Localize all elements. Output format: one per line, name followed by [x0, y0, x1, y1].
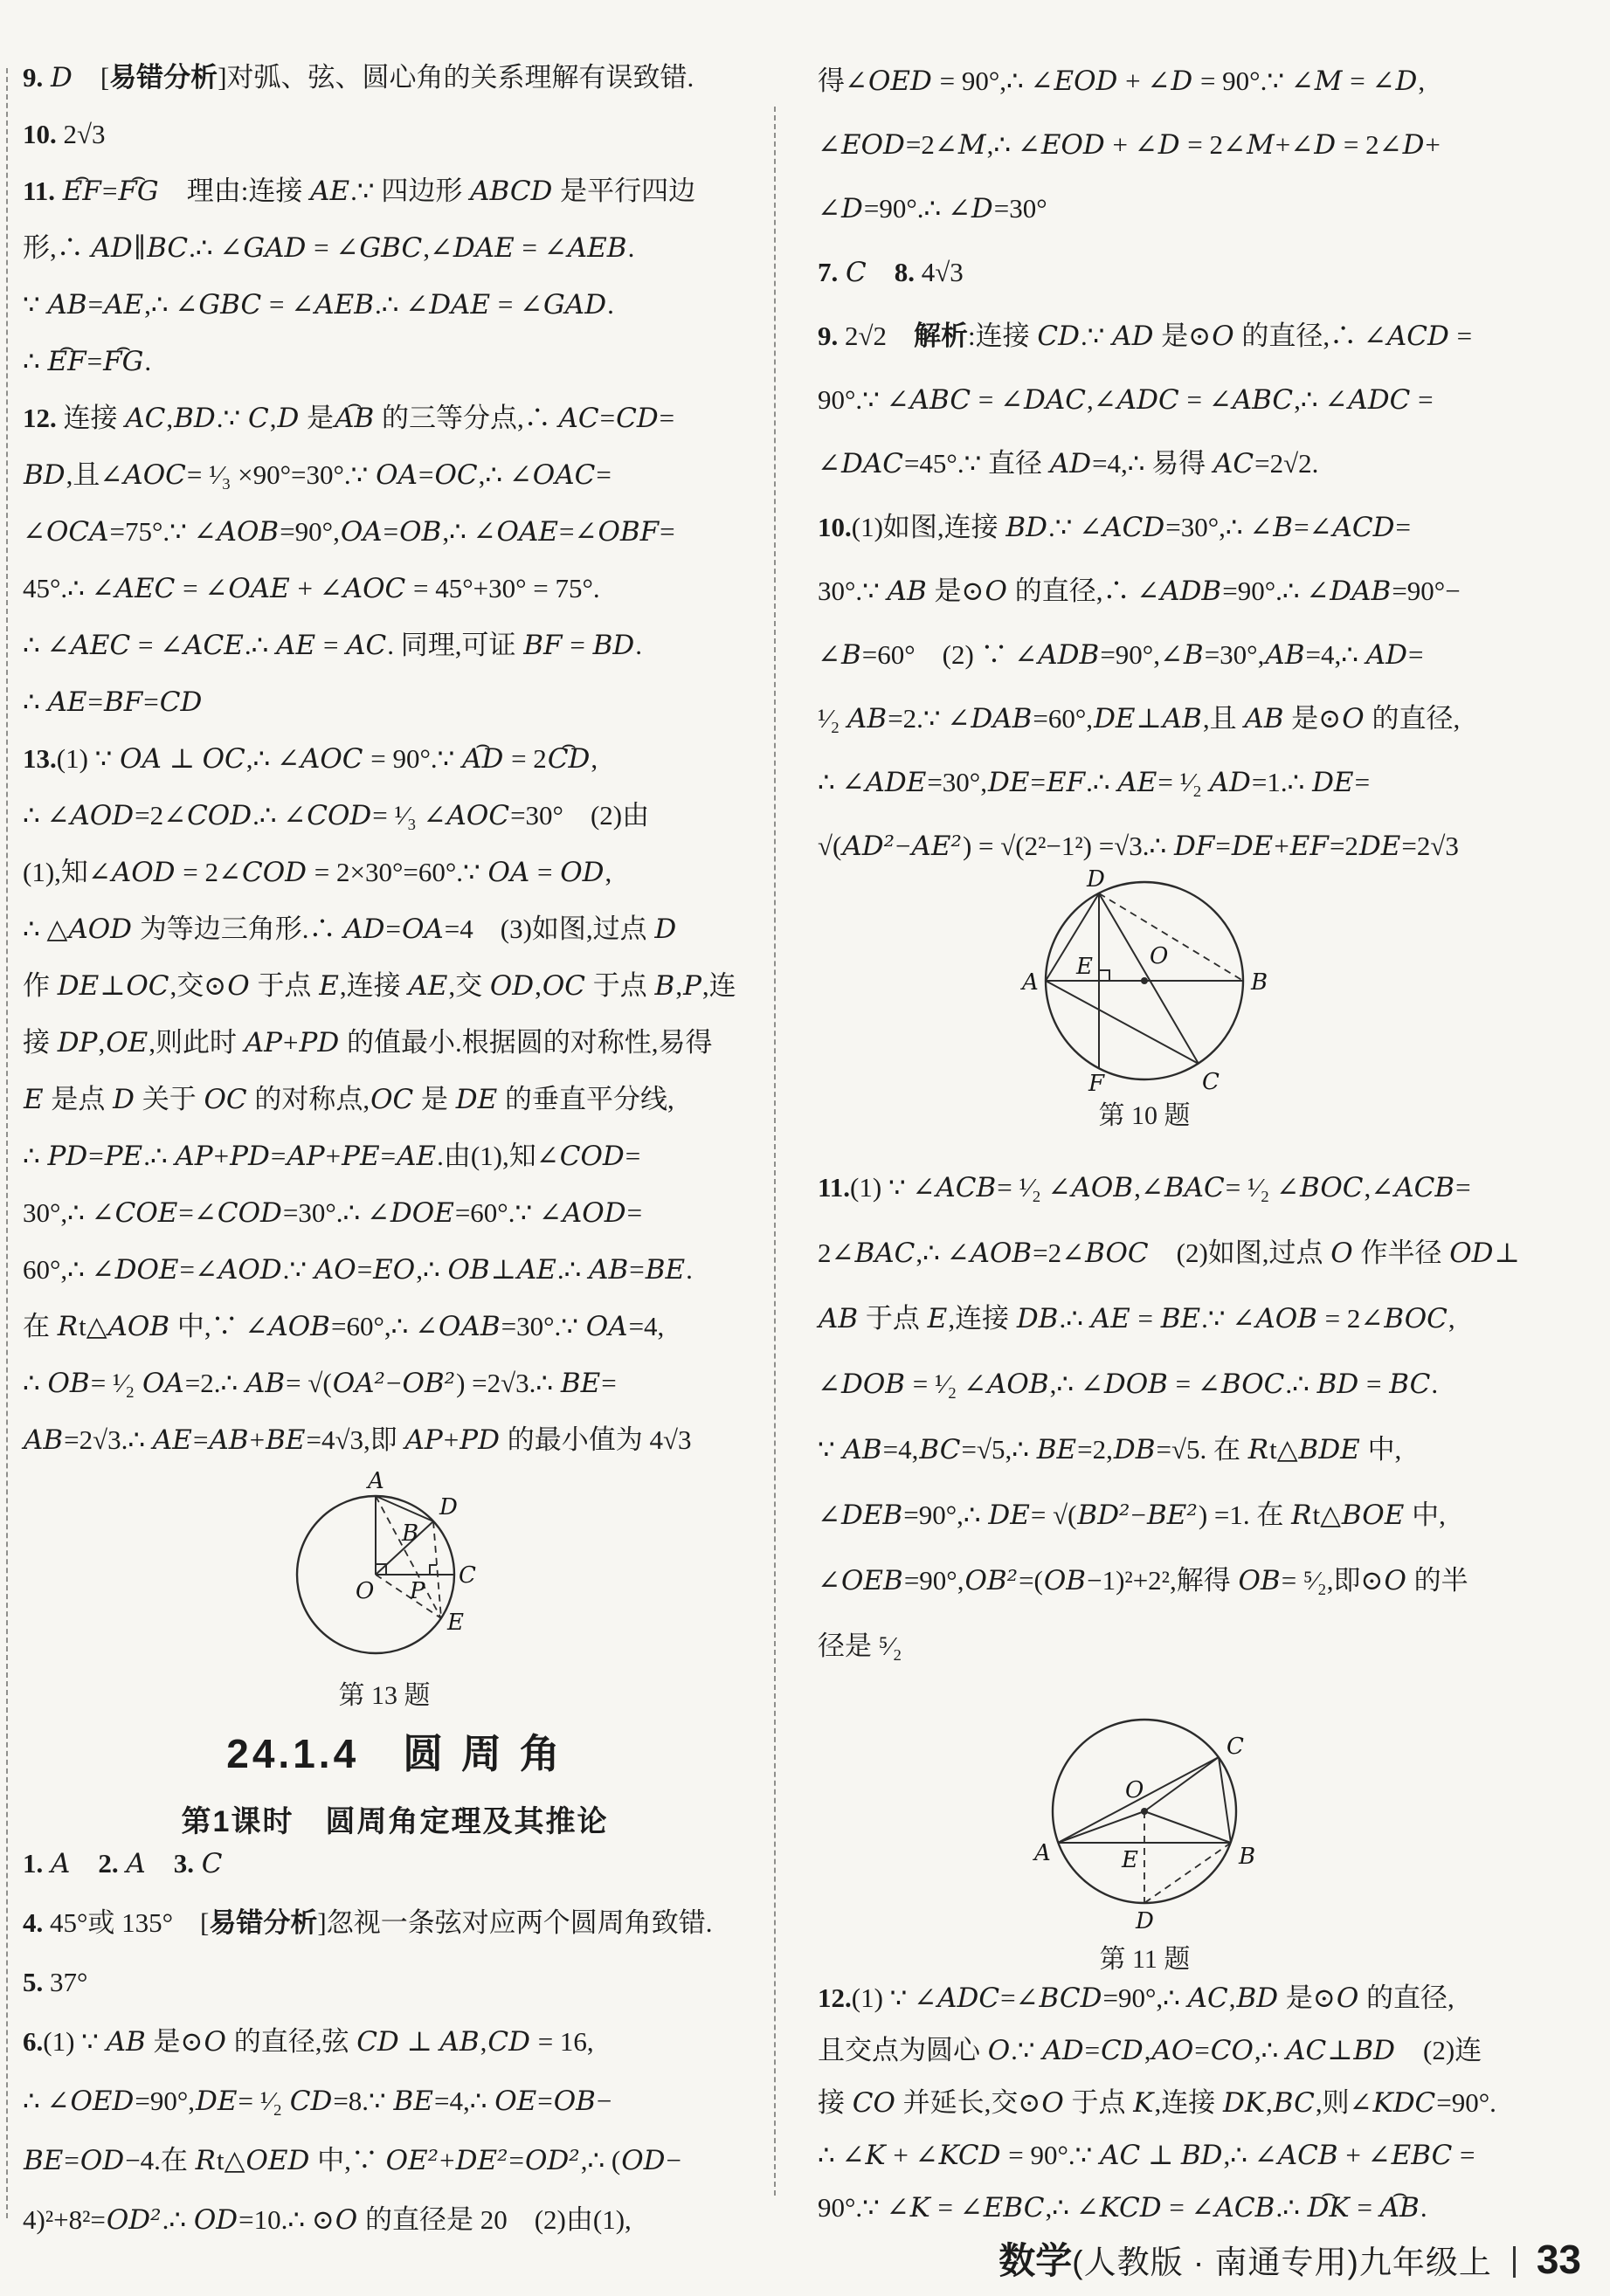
footer-page-number: 33 — [1536, 2237, 1581, 2282]
dashed-AE — [376, 1496, 441, 1618]
text-line: 2∠BAC,∴ ∠AOB=2∠BOC (2)如图,过点 O 作半径 OD⊥ — [818, 1238, 1520, 1269]
text-line: ∠OCA=75°.∵ ∠AOB=90°,OA=OB,∴ ∠OAE=∠OBF= — [23, 516, 675, 548]
text-line: ∵ AB=4,BC=√5,∴ BE=2,DB=√5. 在 Rt△BDE 中, — [818, 1434, 1402, 1465]
center-dot-O — [1141, 977, 1148, 984]
point-label-O: O — [1150, 943, 1169, 969]
text-line: ¹⁄₂ AB=2.∵ ∠DAB=60°,DE⊥AB,且 AB 是⊙O 的直径, — [818, 703, 1461, 734]
text-line: ∴ AE=BF=CD — [23, 686, 203, 718]
point-label-D: D — [1136, 1908, 1154, 1934]
text-line: 接 CO 并延长,交⊙O 于点 K,连接 DK,BC,则∠KDC=90°. — [818, 2087, 1496, 2119]
point-label-A: A — [368, 1468, 384, 1494]
column-divider-dashed-rule — [774, 107, 776, 2196]
text-line: ∠OEB=90°,OB²=(OB−1)²+2²,解得 OB= ⁵⁄₂,即⊙O 的半 — [818, 1565, 1468, 1596]
segment-OB — [1144, 1811, 1231, 1843]
right-column-answers-block1 — [818, 49, 1590, 878]
text-line: 得∠OED = 90°,∴ ∠EOD + ∠D = 90°.∵ ∠M = ∠D, — [818, 66, 1426, 97]
point-label-O: O — [356, 1578, 375, 1604]
text-line: 5. 37° — [23, 1967, 88, 1997]
text-line: 且交点为圆心 O.∵ AD=CD,AO=CO,∴ AC⊥BD (2)连 — [818, 2035, 1482, 2066]
text-line: ∠D=90°.∴ ∠D=30° — [818, 193, 1047, 224]
section-title: 24.1.4 圆 周 角 — [226, 1731, 563, 1776]
text-line: 1. A 2. A 3. C — [23, 1848, 223, 1879]
figure-problem-10 — [1013, 866, 1275, 1097]
point-label-C: C — [1227, 1734, 1244, 1760]
text-line: 11. ⌢ EF=⌢ FG 理由:连接 AE.∵ 四边形 ABCD 是平行四边 — [23, 162, 767, 219]
text-line: ∠DAC=45°.∵ 直径 AD=4,∴ 易得 AC=2√2. — [818, 448, 1319, 479]
text-line: ∠DOB = ¹⁄₂ ∠AOB,∴ ∠DOB = ∠BOC.∴ BD = BC. — [818, 1369, 1439, 1400]
left-column-answers-block2 — [23, 1834, 767, 2250]
text-line: 4. 45°或 135° [易错分析]忽视一条弦对应两个圆周角致错. — [23, 1907, 713, 1938]
point-label-B: B — [1239, 1844, 1256, 1870]
text-line: AB 于点 E,连接 DB.∴ AE = BE.∵ ∠AOB = 2∠BOC, — [819, 1303, 1455, 1334]
point-label-E: E — [1076, 954, 1093, 980]
text-line: 90°.∵ ∠K = ∠EBC,∴ ∠KCD = ∠ACB.∴ ⌢ DK = ⌢ AB. — [818, 2182, 1599, 2234]
text-line: 在 Rt△AOB 中,∵ ∠AOB=60°,∴ ∠OAB=30°.∵ OA=4, — [23, 1311, 665, 1342]
text-line: ∴ PD=PE.∴ AP+PD=AP+PE=AE.由(1),知∠COD= — [23, 1141, 641, 1172]
left-margin-dashed-rule — [6, 68, 8, 2218]
point-label-B: B — [402, 1520, 419, 1547]
right-angle-at-E — [1099, 970, 1109, 981]
figure-10-caption: 第 10 题 — [1098, 1101, 1191, 1130]
text-line: E 是点 D 关于 OC 的对称点,OC 是 DE 的垂直平分线, — [24, 1084, 674, 1115]
point-label-A: A — [1022, 969, 1039, 996]
text-line: 9. D [易错分析]对弧、弦、圆心角的关系理解有误致错. — [23, 62, 694, 93]
text-line: 径是 ⁵⁄₂ — [818, 1631, 902, 1661]
text-line: (1),知∠AOD = 2∠COD = 2×30°=60°.∵ OA = OD, — [23, 857, 612, 888]
text-line: AB=2√3.∴ AE=AB+BE=4√3,即 AP+PD 的最小值为 4√3 — [24, 1424, 692, 1456]
text-line: 9. 2√2 解析:连接 CD.∵ AD 是⊙O 的直径,∴ ∠ACD = — [818, 321, 1473, 352]
text-line: √(AD²−AE²) = √(2²−1²) =√3.∴ DF=DE+EF=2DE=2√3 — [818, 831, 1459, 862]
text-line: ∴ ∠OED=90°,DE= ¹⁄₂ CD=8.∵ BE=4,∴ OE=OB− — [23, 2086, 612, 2117]
text-line: ∠B=60° (2) ∵ ∠ADB=90°,∠B=30°,AB=4,∴ AD= — [818, 639, 1424, 671]
text-line: 10. 2√3 — [23, 119, 106, 149]
text-line: ∴ △AOD 为等边三角形.∴ AD=OA=4 (3)如图,过点 D — [23, 914, 677, 945]
point-label-A: A — [1034, 1840, 1051, 1866]
text-line: 30°.∵ AB 是⊙O 的直径,∴ ∠ADB=90°.∴ ∠DAB=90°− — [818, 576, 1461, 607]
text-line: 12.(1) ∵ ∠ADC=∠BCD=90°,∴ AC,BD 是⊙O 的直径, — [818, 1982, 1455, 2014]
point-label-E: E — [447, 1610, 464, 1636]
dashed-DB — [1099, 893, 1243, 981]
point-label-B: B — [1251, 969, 1268, 996]
point-label-O: O — [1125, 1777, 1144, 1803]
text-line: 30°,∴ ∠COE=∠COD=30°.∴ ∠DOE=60°.∵ ∠AOD= — [23, 1197, 643, 1229]
text-line: 接 DP,OE,则此时 AP+PD 的值最小.根据圆的对称性,易得 — [23, 1027, 713, 1058]
text-line: 90°.∵ ∠ABC = ∠DAC,∠ADC = ∠ABC,∴ ∠ADC = — [818, 384, 1434, 416]
dashed-DE — [433, 1521, 441, 1618]
chord-AC — [1046, 981, 1199, 1064]
left-column-answers-block1 — [23, 49, 767, 1468]
text-line: 11.(1) ∵ ∠ACB= ¹⁄₂ ∠AOB,∠BAC= ¹⁄₂ ∠BOC,∠ACB= — [818, 1172, 1471, 1203]
text-line: 12. 连接 AC,BD.∵ C,D 是⌢ AB 的三等分点,∴ AC=CD= — [23, 390, 767, 446]
text-line: 作 DE⊥OC,交⊙O 于点 E,连接 AE,交 OD,OC 于点 B,P,连 — [23, 970, 736, 1002]
text-line: 形,∴ AD∥BC.∴ ∠GAD = ∠GBC,∠DAE = ∠AEB. — [23, 232, 635, 264]
lesson-title: 第1课时 圆周角定理及其推论 — [181, 1805, 609, 1838]
text-line: ∴ OB= ¹⁄₂ OA=2.∴ AB= √(OA²−OB²) =2√3.∴ BE= — [23, 1368, 617, 1399]
text-line: 6.(1) ∵ AB 是⊙O 的直径,弦 CD ⊥ AB,CD = 16, — [23, 2026, 594, 2058]
right-column-answers-block3 — [818, 1972, 1599, 2234]
segment-OA — [1058, 1811, 1144, 1843]
text-line: ∴ ∠K + ∠KCD = 90°.∵ AC ⊥ BD,∴ ∠ACB + ∠EBC = — [818, 2140, 1475, 2171]
text-line: 4)²+8²=OD².∴ OD=10.∴ ⊙O 的直径是 20 (2)由(1), — [23, 2204, 632, 2236]
text-line: ∴ ⌢ EF=⌢ FG. — [23, 333, 767, 390]
point-label-D: D — [439, 1494, 458, 1520]
point-label-C: C — [1202, 1069, 1220, 1095]
footer-edition: (人教版 · 南通专用)九年级上 — [1072, 2244, 1492, 2280]
chord-BC — [1219, 1757, 1231, 1843]
point-label-C: C — [459, 1562, 476, 1589]
dashed-BD — [1144, 1843, 1231, 1903]
text-line: ∴ ∠ADE=30°,DE=EF.∴ AE= ¹⁄₂ AD=1.∴ DE= — [818, 767, 1371, 798]
chord-AD — [376, 1496, 433, 1521]
page-footer — [839, 2232, 1581, 2285]
text-line: ∠EOD=2∠M,∴ ∠EOD + ∠D = 2∠M+∠D = 2∠D+ — [818, 129, 1441, 161]
figure-11-caption: 第 11 题 — [1099, 1945, 1191, 1974]
text-line: ∴ ∠AOD=2∠COD.∴ ∠COD= ¹⁄₃ ∠AOC=30° (2)由 — [23, 800, 650, 831]
figure-13-caption: 第 13 题 — [338, 1681, 431, 1710]
text-line: 13.(1) ∵ OA ⊥ OC,∴ ∠AOC = 90°.∵ ⌢ AD = 2⌢ CD, — [23, 730, 767, 787]
segment-OC — [1144, 1757, 1219, 1811]
footer-divider — [1513, 2246, 1516, 2278]
figure-problem-11 — [1012, 1713, 1278, 1936]
text-line: ∠DEB=90°,∴ DE= √(BD²−BE²) =1. 在 Rt△BOE 中, — [818, 1500, 1446, 1531]
right-angle-near-C — [430, 1565, 437, 1575]
point-label-P: P — [410, 1578, 425, 1604]
footer-subject: 数学 — [998, 2240, 1073, 2281]
right-column-answers-block2 — [818, 1155, 1590, 1679]
point-label-E: E — [1122, 1847, 1138, 1873]
text-line: BE=OD−4.在 Rt△OED 中,∵ OE²+DE²=OD²,∴ (OD− — [24, 2145, 682, 2176]
text-line: 10.(1)如图,连接 BD.∵ ∠ACD=30°,∴ ∠B=∠ACD= — [818, 512, 1411, 543]
text-line: ∴ ∠AEC = ∠ACE.∴ AE = AC. 同理,可证 BF = BD. — [23, 630, 642, 661]
point-label-F: F — [1088, 1071, 1105, 1097]
text-line: BD,且∠AOC= ¹⁄₃ ×90°=30°.∵ OA=OC,∴ ∠OAC= — [24, 459, 612, 491]
center-dot-O — [1141, 1808, 1148, 1815]
text-line: 45°.∴ ∠AEC = ∠OAE + ∠AOC = 45°+30° = 75°. — [23, 573, 600, 604]
dashed-OE — [376, 1575, 441, 1618]
point-label-D: D — [1087, 866, 1105, 893]
text-line: 7. C 8. 4√3 — [818, 257, 964, 288]
text-line: ∵ AB=AE,∴ ∠GBC = ∠AEB.∴ ∠DAE = ∠GAD. — [23, 289, 614, 321]
text-line: 60°,∴ ∠DOE=∠AOD.∵ AO=EO,∴ OB⊥AE.∴ AB=BE. — [23, 1254, 693, 1286]
chord-DC — [1099, 893, 1199, 1064]
figure-problem-13 — [284, 1468, 485, 1675]
